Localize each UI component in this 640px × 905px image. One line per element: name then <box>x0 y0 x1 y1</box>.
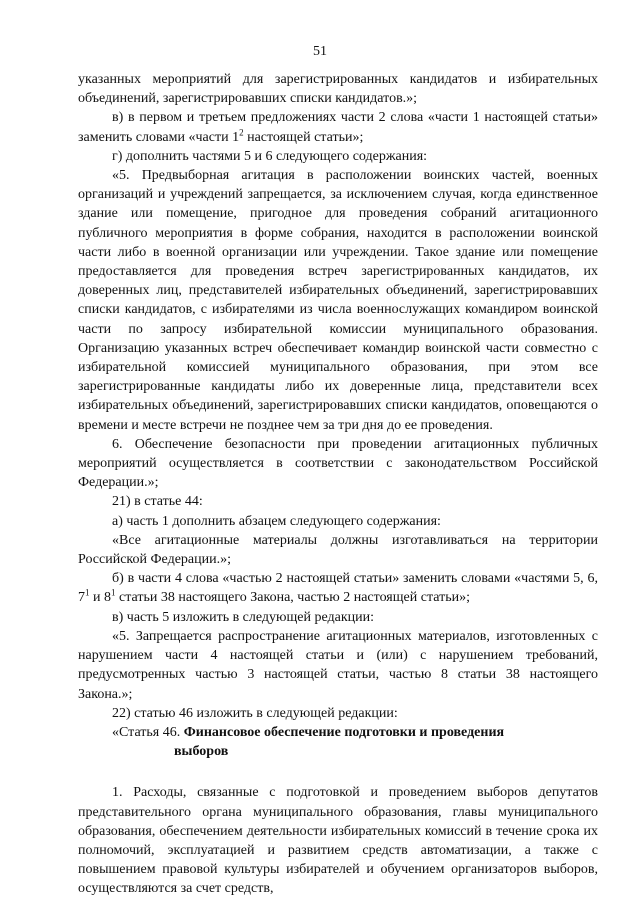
paragraph-amendment-g: г) дополнить частями 5 и 6 следующего содержания: <box>112 148 428 164</box>
superscript-1-b: 1 <box>111 587 116 598</box>
paragraph-quote-part-5: «5. Запрещается распространение агитационных материалов, изготовленных с нарушением части 4 настоящей статьи и (или) с нарушением требований, предусмотренных частью 3 настоящей статьи, частью 8 статьи 38 настоящего Закона.»; <box>78 628 598 702</box>
paragraph-amendment-a: а) часть 1 дополнить абзацем следующего содержания: <box>112 513 441 529</box>
paragraph-quote-materials: «Все агитационные материалы должны изготавливаться на территории Российской Федерации.»; <box>78 532 598 568</box>
paragraph-continuation: указанных мероприятий для зарегистрированных кандидатов и избирательных объединений, зарегистрировавших списки кандидатов.»; <box>78 72 598 107</box>
paragraph-item-22: 22) статью 46 изложить в следующей редакции: <box>112 705 398 721</box>
superscript-1-a: 1 <box>85 587 90 598</box>
article-46-prefix: «Статья 46. <box>112 724 184 740</box>
article-46-title-line-1: Финансовое обеспечение подготовки и проведения <box>183 724 505 740</box>
document-body <box>78 70 598 899</box>
paragraph-part-6: 6. Обеспечение безопасности при проведении агитационных публичных мероприятий осуществляется в соответствии с законодательством Российской Федерации.»; <box>78 436 598 491</box>
paragraph-amendment-b-text-1: б) в части 4 слова «частью 2 настоящей статьи» заменить словами «частями 5, 6, 7 <box>78 571 598 606</box>
paragraph-amendment-v-text-2: настоящей статьи»; <box>243 129 364 145</box>
paragraph-amendment-b-text-3: статьи 38 настоящего Закона, частью 2 настоящей статьи»; <box>115 590 470 606</box>
article-46-heading <box>78 723 598 761</box>
paragraph-amendment-v2: в) часть 5 изложить в следующей редакции: <box>112 609 375 625</box>
page-number: 51 <box>313 44 327 59</box>
paragraph-amendment-v-text-1: в) в первом и третьем предложениях части 2 слова «части 1 настоящей статьи» заменить словами «части 1 <box>78 110 598 145</box>
paragraph-part-5: «5. Предвыборная агитация в расположении воинских частей, военных организаций и учреждений запрещается, за исключением случая, когда единственное здание или помещение, пригодное для проведения собраний агитационного публичного мероприятия в форме собрания, находится в расположении воинской части либо в военной организации или учреждении. Такое здание или помещение предоставляется для проведения встреч зарегистрированных кандидатов, их доверенных лиц, представителей избирательных объединений, зарегистрировавших списки кандидатов, с избирателями из числа военнослужащих командиром воинской части по запросу избирательной комиссии муниципального образования. Организацию указанных встреч обеспечивает командир воинской части совместно с избирательной комиссией муниципального образования, при этом все зарегистрированные кандидаты либо их доверенные лица, представители всех избирательных объединений, зарегистрировавших списки кандидатов, оповещаются о времени и месте встречи не позднее чем за три дня до ее проведения. <box>78 168 598 433</box>
section-spacer <box>78 761 598 783</box>
paragraph-item-21: 21) в статье 44: <box>112 494 203 510</box>
paragraph-article-46-part-1: 1. Расходы, связанные с подготовкой и проведением выборов депутатов представительного органа муниципального образования, главы муниципального образования, обеспечением деятельности избирательных комиссий в течение срока их полномочий, эксплуатацией и развитием средств автоматизации, а также с повышением правовой культуры избирателей и обучением организаторов выборов, осуществляются за счет средств, <box>78 785 598 897</box>
paragraph-amendment-v <box>78 108 598 146</box>
paragraph-amendment-b-text-2: и 8 <box>89 590 111 606</box>
article-46-title-line-2: выборов <box>174 744 229 760</box>
paragraph-amendment-b <box>78 569 598 607</box>
superscript-2: 2 <box>239 126 244 137</box>
